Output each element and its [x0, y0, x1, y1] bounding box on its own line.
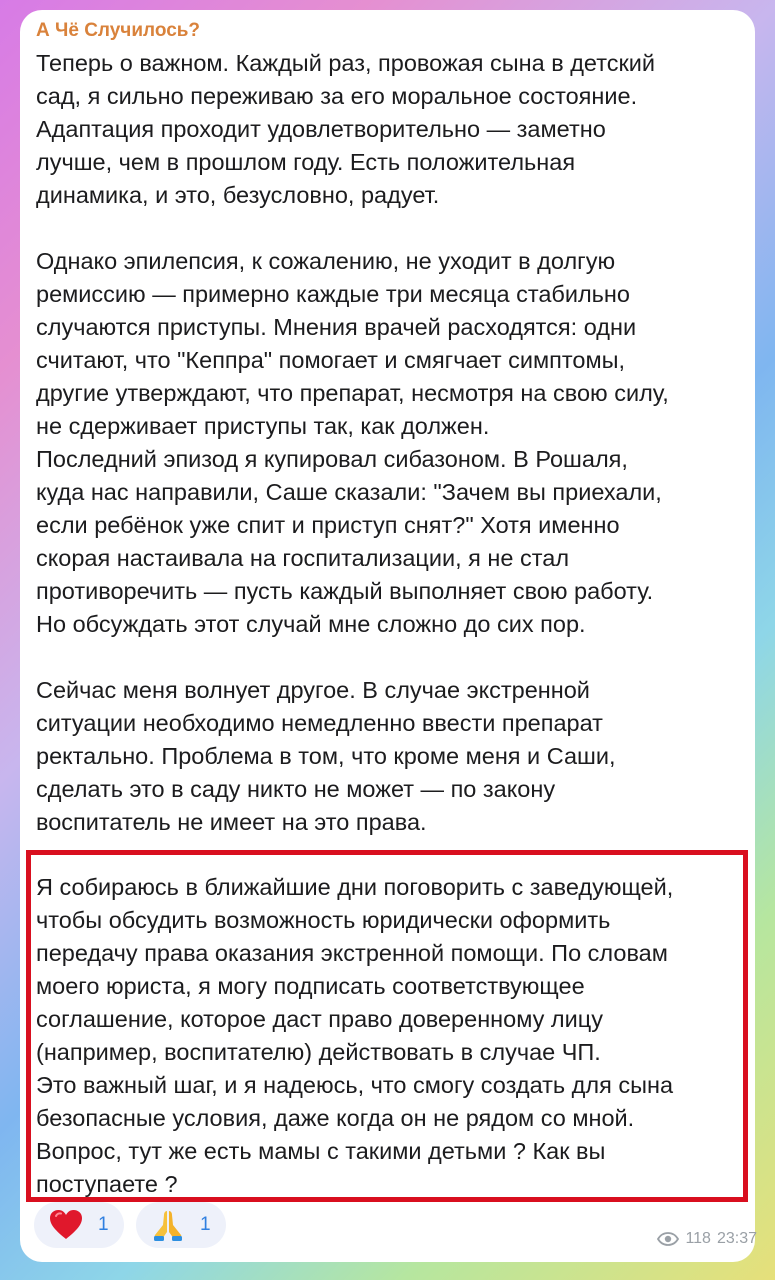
message-line: поступаете ?	[36, 1171, 178, 1197]
message-line: Это важный шаг, и я надеюсь, что смогу создать для сына	[36, 1072, 674, 1098]
message-line: сделать это в саду никто не может — по закону	[36, 776, 556, 802]
heart-icon	[48, 1207, 84, 1243]
message-meta	[657, 1230, 757, 1248]
message-line: соглашение, которое даст право доверенному лицу	[36, 1006, 603, 1032]
message-line: динамика, и это, безусловно, радует.	[36, 182, 440, 208]
message-line: чтобы обсудить возможность юридически оформить	[36, 907, 611, 933]
reaction-pray-button[interactable]	[136, 1202, 226, 1248]
message-line: безопасные условия, даже когда он не рядом со мной.	[36, 1105, 635, 1131]
message-line: Однако эпилепсия, к сожалению, не уходит в долгую	[36, 248, 616, 274]
reaction-count: 1	[200, 1214, 211, 1235]
message-line: ректально. Проблема в том, что кроме меня и Саши,	[36, 743, 616, 769]
message-line: Последний эпизод я купировал сибазоном. В Рошаля,	[36, 446, 628, 472]
message-line: лучше, чем в прошлом году. Есть положительная	[36, 149, 576, 175]
message-line: Но обсуждать этот случай мне сложно до сих пор.	[36, 611, 586, 637]
message-line: ситуации необходимо немедленно ввести препарат	[36, 710, 603, 736]
message-line: Я собираюсь в ближайшие дни поговорить с заведующей,	[36, 874, 674, 900]
timestamp: 23:37	[716, 1230, 757, 1247]
message-line: случаются приступы. Мнения врачей расходятся: одни	[36, 314, 637, 340]
reaction-heart-button[interactable]	[34, 1202, 124, 1248]
message-line: Вопрос, тут же есть мамы с такими детьми ? Как вы	[36, 1138, 606, 1164]
message-line: Теперь о важном. Каждый раз, провожая сына в детский	[36, 50, 656, 76]
view-count: 118	[685, 1230, 711, 1247]
message-line: передачу права оказания экстренной помощи. По словам	[36, 940, 668, 966]
message-line: не сдерживает приступы так, как должен.	[36, 413, 490, 439]
message-line: сад, я сильно переживаю за его моральное состояние.	[36, 83, 638, 109]
message-line: скорая настаивала на госпитализации, я не стал	[36, 545, 570, 571]
message-line: считают, что "Кеппра" помогает и смягчает симптомы,	[36, 347, 626, 373]
message-line: Сейчас меня волнует другое. В случае экстренной	[36, 677, 590, 703]
eye-icon	[657, 1232, 679, 1246]
sender-name[interactable]: А Чё Случилось?	[36, 20, 201, 41]
reaction-count: 1	[98, 1214, 109, 1235]
message-line: куда нас направили, Саше сказали: "Зачем вы приехали,	[36, 479, 662, 505]
message-line: (например, воспитателю) действовать в случае ЧП.	[36, 1039, 601, 1065]
message-line: если ребёнок уже спит и приступ снят?" Хотя именно	[36, 512, 620, 538]
message-line: ремиссию — примерно каждые три месяца стабильно	[36, 281, 630, 307]
praying-hands-icon	[150, 1207, 186, 1243]
message-line: Адаптация проходит удовлетворительно — заметно	[36, 116, 606, 142]
message-line: противоречить — пусть каждый выполняет свою работу.	[36, 578, 654, 604]
message-line: моего юриста, я могу подписать соответствующее	[36, 973, 585, 999]
message-bubble	[20, 10, 755, 1262]
message-line: воспитатель не имеет на это права.	[36, 809, 427, 835]
message-line: другие утверждают, что препарат, несмотря на свою силу,	[36, 380, 669, 406]
